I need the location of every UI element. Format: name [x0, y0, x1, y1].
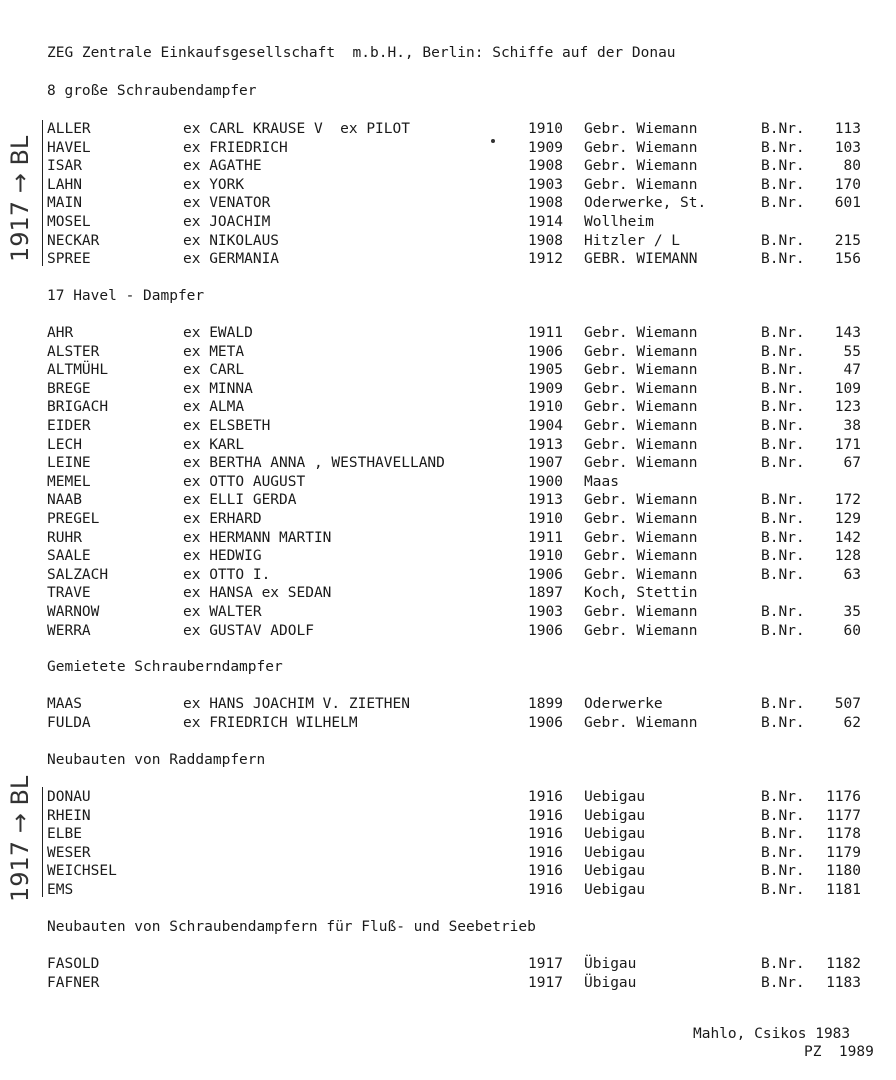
build-number: 113	[834, 121, 861, 137]
ship-name: ELBE	[47, 826, 82, 843]
build-number-label: B.Nr.	[761, 158, 805, 175]
former-names: ex AGATHE	[183, 158, 262, 175]
shipyard: Gebr. Wiemann	[584, 418, 698, 434]
shipyard: Gebr. Wiemann	[584, 511, 698, 527]
ship-row	[0, 955, 896, 973]
build-year: 1904	[528, 418, 563, 434]
build-number: 60	[843, 622, 861, 639]
ship-name: MAIN	[47, 195, 82, 212]
build-number-label: B.Nr.	[761, 956, 805, 972]
shipyard: Gebr. Wiemann	[584, 455, 698, 472]
build-year: 1899	[528, 696, 563, 712]
ship-row	[0, 825, 896, 843]
ship-row	[0, 232, 896, 250]
build-number: 171	[834, 436, 861, 453]
ship-row	[0, 714, 896, 732]
shipyard: Gebr. Wiemann	[584, 714, 698, 731]
former-names: ex KARL	[183, 436, 245, 453]
build-year: 1903	[528, 176, 563, 193]
shipyard: Gebr. Wiemann	[584, 158, 698, 175]
build-year: 1916	[528, 882, 563, 898]
build-year: 1910	[528, 399, 563, 416]
section-heading: 8 große Schraubendampfer	[47, 83, 257, 99]
ship-row	[0, 250, 896, 268]
shipyard: Uebigau	[584, 807, 646, 824]
build-number-label: B.Nr.	[761, 399, 805, 416]
build-number-label: B.Nr.	[761, 343, 805, 360]
ship-row	[0, 529, 896, 547]
build-number-label: B.Nr.	[761, 696, 805, 712]
build-number: 129	[834, 511, 861, 527]
shipyard: Gebr. Wiemann	[584, 176, 698, 193]
ship-row	[0, 695, 896, 713]
build-year: 1914	[528, 214, 563, 230]
former-names: ex HEDWIG	[183, 548, 262, 565]
build-year: 1908	[528, 158, 563, 175]
build-number: 128	[834, 548, 861, 565]
footer-credit: Mahlo, Csikos 1983	[693, 1026, 851, 1042]
build-number-label: B.Nr.	[761, 418, 805, 434]
build-number-label: B.Nr.	[761, 566, 805, 583]
ship-name: SALZACH	[47, 566, 109, 583]
former-names: ex MINNA	[183, 380, 253, 397]
ship-row	[0, 194, 896, 212]
build-number-label: B.Nr.	[761, 362, 805, 379]
build-number: 170	[834, 176, 861, 193]
ship-name: TRAVE	[47, 585, 91, 602]
ship-name: MOSEL	[47, 214, 91, 230]
ship-name: RUHR	[47, 529, 82, 546]
ship-name: MEMEL	[47, 473, 91, 490]
build-number: 601	[834, 195, 861, 212]
build-year: 1916	[528, 789, 563, 805]
build-year: 1906	[528, 566, 563, 583]
build-number: 1181	[826, 882, 861, 898]
shipyard: Uebigau	[584, 826, 646, 843]
ship-row	[0, 788, 896, 806]
former-names: ex OTTO AUGUST	[183, 473, 306, 490]
shipyard: Gebr. Wiemann	[584, 436, 698, 453]
former-names: ex HANS JOACHIM V. ZIETHEN	[183, 696, 410, 712]
build-number: 1177	[826, 807, 861, 824]
build-year: 1906	[528, 343, 563, 360]
ship-name: PREGEL	[47, 511, 100, 527]
ship-name: LAHN	[47, 176, 82, 193]
ship-name: SAALE	[47, 548, 91, 565]
build-number: 215	[834, 232, 861, 249]
ship-name: NAAB	[47, 492, 82, 509]
former-names: ex ERHARD	[183, 511, 262, 527]
build-number-label: B.Nr.	[761, 714, 805, 731]
ship-row	[0, 473, 896, 491]
former-names: ex VENATOR	[183, 195, 271, 212]
ship-name: BREGE	[47, 380, 91, 397]
build-number: 1182	[826, 956, 861, 972]
shipyard: Uebigau	[584, 789, 646, 805]
build-number-label: B.Nr.	[761, 622, 805, 639]
former-names: ex META	[183, 343, 245, 360]
build-number-label: B.Nr.	[761, 139, 805, 156]
build-year: 1908	[528, 232, 563, 249]
ship-name: ALLER	[47, 121, 91, 137]
former-names: ex ELSBETH	[183, 418, 271, 434]
ship-row	[0, 157, 896, 175]
build-number: 172	[834, 492, 861, 509]
ship-row	[0, 844, 896, 862]
former-names: ex WALTER	[183, 604, 262, 620]
shipyard: Oderwerke	[584, 696, 663, 712]
build-number: 1178	[826, 826, 861, 843]
shipyard: Hitzler / L	[584, 232, 681, 249]
former-names: ex NIKOLAUS	[183, 232, 280, 249]
former-names: ex CARL	[183, 362, 245, 379]
build-number-label: B.Nr.	[761, 807, 805, 824]
ship-name: WERRA	[47, 622, 91, 639]
build-number: 156	[834, 251, 861, 268]
build-year: 1911	[528, 325, 563, 341]
build-year: 1900	[528, 473, 563, 490]
shipyard: Übigau	[584, 974, 637, 991]
shipyard: Gebr. Wiemann	[584, 548, 698, 565]
shipyard: Uebigau	[584, 882, 646, 898]
shipyard: Übigau	[584, 956, 637, 972]
build-year: 1913	[528, 492, 563, 509]
shipyard: Gebr. Wiemann	[584, 380, 698, 397]
former-names: ex BERTHA ANNA , WESTHAVELLAND	[183, 455, 445, 472]
build-number: 63	[843, 566, 861, 583]
margin-bracket-top	[42, 120, 43, 266]
shipyard: Gebr. Wiemann	[584, 362, 698, 379]
build-year: 1913	[528, 436, 563, 453]
margin-bracket-bottom	[42, 787, 43, 897]
ship-name: DONAU	[47, 789, 91, 805]
ship-name: RHEIN	[47, 807, 91, 824]
ship-row	[0, 454, 896, 472]
former-names: ex ALMA	[183, 399, 245, 416]
ship-name: SPREE	[47, 251, 91, 268]
build-number-label: B.Nr.	[761, 863, 805, 880]
build-number: 1180	[826, 863, 861, 880]
build-year: 1916	[528, 807, 563, 824]
build-year: 1909	[528, 380, 563, 397]
former-names: ex FRIEDRICH	[183, 139, 288, 156]
ship-name: ISAR	[47, 158, 82, 175]
ship-row	[0, 566, 896, 584]
shipyard: Gebr. Wiemann	[584, 399, 698, 416]
build-year: 1906	[528, 622, 563, 639]
build-number-label: B.Nr.	[761, 121, 805, 137]
build-year: 1916	[528, 863, 563, 880]
ink-speck	[491, 139, 495, 143]
build-year: 1903	[528, 604, 563, 620]
ship-name: LECH	[47, 436, 82, 453]
handwritten-annotation-top: 1917 → BL	[6, 135, 34, 262]
build-number-label: B.Nr.	[761, 789, 805, 805]
ship-row	[0, 176, 896, 194]
build-number-label: B.Nr.	[761, 251, 805, 268]
ship-row	[0, 324, 896, 342]
ship-name: EIDER	[47, 418, 91, 434]
ship-row	[0, 510, 896, 528]
ship-row	[0, 398, 896, 416]
ship-row	[0, 139, 896, 157]
ship-name: FAFNER	[47, 974, 100, 991]
ship-name: FULDA	[47, 714, 91, 731]
ship-name: EMS	[47, 882, 74, 898]
former-names: ex EWALD	[183, 325, 253, 341]
build-year: 1916	[528, 844, 563, 861]
page-title: ZEG Zentrale Einkaufsgesellschaft m.b.H., Berlin: Schiffe auf der Donau	[47, 45, 676, 61]
ship-row	[0, 603, 896, 621]
ship-name: NECKAR	[47, 232, 100, 249]
build-year: 1910	[528, 548, 563, 565]
shipyard: GEBR. WIEMANN	[584, 251, 698, 268]
shipyard: Gebr. Wiemann	[584, 325, 698, 341]
section-heading: Neubauten von Raddampfern	[47, 752, 266, 768]
former-names: ex ELLI GERDA	[183, 492, 297, 509]
ship-row	[0, 380, 896, 398]
ship-row	[0, 436, 896, 454]
build-year: 1909	[528, 139, 563, 156]
ship-name: HAVEL	[47, 139, 91, 156]
shipyard: Gebr. Wiemann	[584, 139, 698, 156]
shipyard: Gebr. Wiemann	[584, 121, 698, 137]
build-number-label: B.Nr.	[761, 826, 805, 843]
former-names: ex GERMANIA	[183, 251, 280, 268]
build-number: 38	[843, 418, 861, 434]
build-year: 1906	[528, 714, 563, 731]
former-names: ex OTTO I.	[183, 566, 271, 583]
ship-row	[0, 361, 896, 379]
shipyard: Gebr. Wiemann	[584, 492, 698, 509]
ship-name: MAAS	[47, 696, 82, 712]
shipyard: Maas	[584, 473, 619, 490]
former-names: ex FRIEDRICH WILHELM	[183, 714, 358, 731]
build-number: 55	[843, 343, 861, 360]
former-names: ex JOACHIM	[183, 214, 271, 230]
build-number-label: B.Nr.	[761, 492, 805, 509]
build-year: 1908	[528, 195, 563, 212]
shipyard: Gebr. Wiemann	[584, 604, 698, 620]
build-year: 1916	[528, 826, 563, 843]
ship-row	[0, 120, 896, 138]
build-year: 1897	[528, 585, 563, 602]
handwritten-annotation-bottom: 1917 → BL	[6, 775, 34, 902]
build-year: 1917	[528, 974, 563, 991]
build-number: 80	[843, 158, 861, 175]
build-year: 1917	[528, 956, 563, 972]
ship-row	[0, 881, 896, 899]
former-names: ex GUSTAV ADOLF	[183, 622, 314, 639]
build-number-label: B.Nr.	[761, 455, 805, 472]
ship-name: WESER	[47, 844, 91, 861]
ship-name: ALTMÜHL	[47, 362, 109, 379]
shipyard: Gebr. Wiemann	[584, 343, 698, 360]
build-number: 35	[843, 604, 861, 620]
build-number: 62	[843, 714, 861, 731]
ship-name: AHR	[47, 325, 74, 341]
former-names: ex CARL KRAUSE V ex PILOT	[183, 121, 410, 137]
build-year: 1912	[528, 251, 563, 268]
shipyard: Gebr. Wiemann	[584, 566, 698, 583]
shipyard: Koch, Stettin	[584, 585, 698, 602]
ship-row	[0, 417, 896, 435]
former-names: ex HERMANN MARTIN	[183, 529, 332, 546]
former-names: ex HANSA ex SEDAN	[183, 585, 332, 602]
ship-row	[0, 974, 896, 992]
ship-row	[0, 622, 896, 640]
build-number: 47	[843, 362, 861, 379]
ship-row	[0, 547, 896, 565]
build-number: 109	[834, 380, 861, 397]
ship-name: BRIGACH	[47, 399, 109, 416]
build-number-label: B.Nr.	[761, 436, 805, 453]
section-heading: 17 Havel - Dampfer	[47, 288, 205, 304]
build-year: 1910	[528, 121, 563, 137]
build-number: 1183	[826, 974, 861, 991]
former-names: ex YORK	[183, 176, 245, 193]
build-number-label: B.Nr.	[761, 176, 805, 193]
ship-name: FASOLD	[47, 956, 100, 972]
build-number: 67	[843, 455, 861, 472]
build-number-label: B.Nr.	[761, 195, 805, 212]
build-number-label: B.Nr.	[761, 511, 805, 527]
build-number-label: B.Nr.	[761, 232, 805, 249]
shipyard: Gebr. Wiemann	[584, 622, 698, 639]
ship-name: WARNOW	[47, 604, 100, 620]
build-number: 507	[834, 696, 861, 712]
ship-row	[0, 491, 896, 509]
build-number-label: B.Nr.	[761, 844, 805, 861]
build-number: 1176	[826, 789, 861, 805]
shipyard: Oderwerke, St.	[584, 195, 707, 212]
build-number: 143	[834, 325, 861, 341]
section-heading: Neubauten von Schraubendampfern für Fluß- und Seebetrieb	[47, 919, 536, 935]
ship-row	[0, 862, 896, 880]
build-number: 1179	[826, 844, 861, 861]
build-number-label: B.Nr.	[761, 325, 805, 341]
build-number: 103	[834, 139, 861, 156]
ship-name: LEINE	[47, 455, 91, 472]
shipyard: Uebigau	[584, 863, 646, 880]
ship-name: WEICHSEL	[47, 863, 117, 880]
build-number-label: B.Nr.	[761, 974, 805, 991]
build-number: 123	[834, 399, 861, 416]
shipyard: Uebigau	[584, 844, 646, 861]
build-number-label: B.Nr.	[761, 380, 805, 397]
build-number: 142	[834, 529, 861, 546]
ship-row	[0, 584, 896, 602]
build-number-label: B.Nr.	[761, 548, 805, 565]
ship-name: ALSTER	[47, 343, 100, 360]
build-number-label: B.Nr.	[761, 529, 805, 546]
footer-date: PZ 1989	[804, 1044, 874, 1060]
ship-row	[0, 807, 896, 825]
build-number-label: B.Nr.	[761, 882, 805, 898]
build-number-label: B.Nr.	[761, 604, 805, 620]
ship-row	[0, 213, 896, 231]
ship-row	[0, 343, 896, 361]
build-year: 1907	[528, 455, 563, 472]
shipyard: Wollheim	[584, 214, 654, 230]
build-year: 1905	[528, 362, 563, 379]
section-heading: Gemietete Schrauberndampfer	[47, 659, 283, 675]
shipyard: Gebr. Wiemann	[584, 529, 698, 546]
build-year: 1911	[528, 529, 563, 546]
build-year: 1910	[528, 511, 563, 527]
